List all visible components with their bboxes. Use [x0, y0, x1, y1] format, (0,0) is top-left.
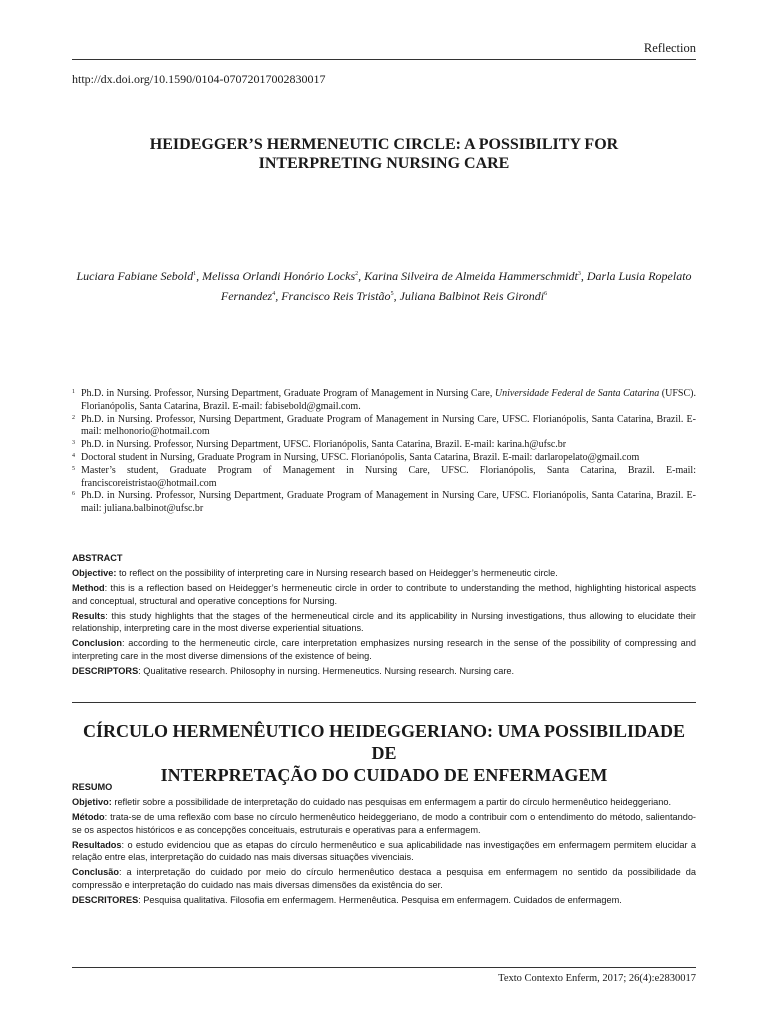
- header-rule: [72, 59, 696, 60]
- abstract-label: DESCRIPTORS: [72, 665, 139, 676]
- author-name: Darla Lusia Ropelato Fernandez: [220, 269, 692, 303]
- affiliation-notes: [72, 388, 696, 516]
- author: [76, 269, 202, 283]
- section-divider: [72, 702, 696, 703]
- affiliation-text: Ph.D. in Nursing. Professor, Nursing Department, UFSC. Florianópolis, Santa Catarina, Brazil. E-mail: karina.h@ufsc.br: [81, 439, 567, 451]
- affiliation-item: [72, 414, 696, 440]
- resumo-resultados: [72, 839, 696, 864]
- resumo-text: : a interpretação do cuidado por meio do círculo hermenêutico destaca a pesquisa em enfermagem no sentido da possibilidade da compressão e interpretação do cuidado nas mais diversas dimensões da existência do ser.: [72, 867, 696, 890]
- resumo-conclusao: [72, 866, 696, 891]
- author: [364, 269, 587, 283]
- abstract-label: Method: [72, 582, 105, 593]
- author-sup: 2: [355, 271, 359, 277]
- affiliation-item: [72, 465, 696, 491]
- title-en-line-2: INTERPRETING NURSING CARE: [258, 155, 510, 172]
- abstract-label: Objective:: [72, 567, 117, 578]
- resumo-text: : trata-se de uma reflexão com base no círculo hermenêutico heideggeriano, de modo a contribuir com o entendimento do método, salientando-se os aspectos históricos e as concepções conceituais, estruturais e operativas para a enfermagem.: [72, 811, 696, 835]
- abstract-descriptors: [72, 665, 696, 678]
- affiliation-text: Master’s student, Graduate Program of Management in Nursing Care, UFSC. Florianópolis, Santa Catarina, Brazil. E-mail: franciscoreistristao@hotmail.com: [81, 464, 696, 489]
- author-sup: 1: [193, 271, 197, 277]
- author-separator: ,: [196, 269, 203, 283]
- resumo-label: Método: [72, 811, 105, 822]
- resumo-text: : Pesquisa qualitativa. Filosofia em enfermagem. Hermenêutica. Pesquisa em enfermagem. Cuidados de enfermagem.: [138, 894, 622, 905]
- title-pt-line-1: CÍRCULO HERMENÊUTICO HEIDEGGERIANO: UMA POSSIBILIDADE DE: [82, 721, 686, 763]
- abstract-label: Results: [72, 610, 106, 621]
- author-name: Karina Silveira de Almeida Hammerschmidt: [364, 269, 578, 283]
- abstract-heading: ABSTRACT: [72, 553, 123, 563]
- section-label: Reflection: [643, 41, 696, 55]
- affiliation-text: Ph.D. in Nursing. Professor, Nursing Department, Graduate Program of Management in Nursing Care, UFSC. Florianópolis, Santa Catarina, Brazil. E-mail: melhonorio@hotmail.com: [81, 413, 696, 438]
- resumo-text: : o estudo evidenciou que as etapas do círculo hermenêutico e sua aplicabilidade nas investigações em enfermagem permitem elucidar a relação entre elas, interpretação do cuidado nas mais diversas situações vivenciais.: [72, 839, 696, 863]
- affiliation-number: 4: [72, 452, 75, 459]
- author-sup: 6: [544, 291, 548, 297]
- title-pt-line-2: INTERPRETAÇÃO DO CUIDADO DE ENFERMAGEM: [160, 765, 608, 785]
- author-sup: 3: [577, 271, 581, 277]
- article-title-en: [72, 135, 696, 173]
- author: [281, 289, 399, 303]
- affiliation-number: 5: [72, 465, 75, 472]
- resumo-label: Objetivo:: [72, 796, 112, 807]
- resumo-text: refletir sobre a possibilidade de interpretação do cuidado nas pesquisas em enfermagem a partir do círculo hermenêutico heideggeriano.: [111, 796, 672, 807]
- abstract-method: [72, 582, 696, 607]
- affiliation-item: [72, 452, 696, 465]
- abstract-label: Conclusion: [72, 638, 123, 649]
- abstract-text: : this study highlights that the stages of the hermeneutical circle and its applicability in Nursing investigations, thus allowing to elucidate their relationship, interpreting care in the most diverse experiential situations.: [72, 610, 696, 634]
- affiliation-text: Ph.D. in Nursing. Professor, Nursing Department, Graduate Program of Management in Nursing Care, UFSC. Florianópolis, Santa Catarina, Brazil. E-mail: juliana.balbinot@ufsc.br: [81, 490, 696, 515]
- affiliation-institution: Universidade Federal de Santa Catarina: [494, 388, 660, 399]
- abstract-objective: [72, 567, 696, 580]
- affiliation-number: 3: [72, 440, 75, 447]
- author-sup: 5: [390, 291, 394, 297]
- author-name: Melissa Orlandi Honório Locks: [202, 269, 356, 283]
- footer-rule: [72, 967, 696, 968]
- abstract-conclusion: [72, 637, 696, 662]
- resumo-label: Conclusão: [72, 867, 119, 878]
- abstract-text: : according to the hermeneutic circle, care interpretation emphasizes nursing research in the sense of the possibility of compressing and interpreting care in the most diverse dimensions of the existence of being.: [72, 638, 696, 661]
- affiliation-number: 1: [72, 389, 75, 395]
- author-separator: ,: [580, 269, 587, 283]
- abstract-section: [72, 552, 696, 680]
- author: [400, 289, 548, 303]
- affiliation-text: [81, 388, 696, 414]
- author-separator: ,: [275, 289, 282, 303]
- author-list: [72, 265, 696, 305]
- affiliation-text: Doctoral student in Nursing, Graduate Program in Nursing, UFSC. Florianópolis, Santa Catarina, Brazil. E-mail: darlaropelato@gmail.com: [81, 451, 640, 463]
- resumo-objetivo: [72, 796, 696, 809]
- abstract-text: to reflect on the possibility of interpreting care in Nursing research based on Heidegger’s hermeneutic circle.: [116, 567, 558, 578]
- abstract-text: : this is a reflection based on Heidegger’s hermeneutic circle in order to contribute to understanding the method, highlighting historical aspects and conceptual, structural and operative conceptions for Nursing.: [72, 582, 696, 606]
- resumo-label: Resultados: [72, 839, 122, 850]
- abstract-text: : Qualitative research. Philosophy in nursing. Hermeneutics. Nursing research. Nursing care.: [138, 665, 515, 676]
- abstract-results: [72, 610, 696, 635]
- affiliation-pre: Ph.D. in Nursing. Professor, Nursing Department, Graduate Program of Management in Nursing Care,: [81, 388, 495, 399]
- author-separator: ,: [358, 269, 365, 283]
- title-en-line-1: HEIDEGGER’S HERMENEUTIC CIRCLE: A POSSIBILITY FOR: [149, 136, 619, 153]
- article-title-pt: [72, 720, 696, 786]
- resumo-metodo: [72, 811, 696, 836]
- affiliation-item: [72, 388, 696, 414]
- author-separator: ,: [393, 289, 400, 303]
- resumo-label: DESCRITORES: [72, 894, 139, 905]
- affiliation-number: 2: [72, 414, 75, 421]
- author-sup: 4: [272, 291, 276, 297]
- doi-link[interactable]: http://dx.doi.org/10.1590/0104-07072017002830017: [72, 72, 326, 86]
- resumo-section: [72, 781, 696, 909]
- author: [202, 269, 364, 283]
- affiliation-post: (UFSC). Florianópolis, Santa Catarina, Brazil. E-mail: fabisebold@gmail.com.: [81, 388, 696, 412]
- affiliation-item: [72, 439, 696, 452]
- affiliation-number: 6: [72, 491, 75, 498]
- resumo-descritores: [72, 894, 696, 907]
- footer-citation: Texto Contexto Enferm, 2017; 26(4):e2830017: [498, 973, 696, 984]
- affiliation-item: [72, 490, 696, 516]
- author-name: Luciara Fabiane Sebold: [76, 269, 194, 283]
- resumo-heading: RESUMO: [72, 782, 113, 792]
- author-name: Francisco Reis Tristão: [281, 289, 391, 303]
- author-name: Juliana Balbinot Reis Girondi: [399, 289, 545, 303]
